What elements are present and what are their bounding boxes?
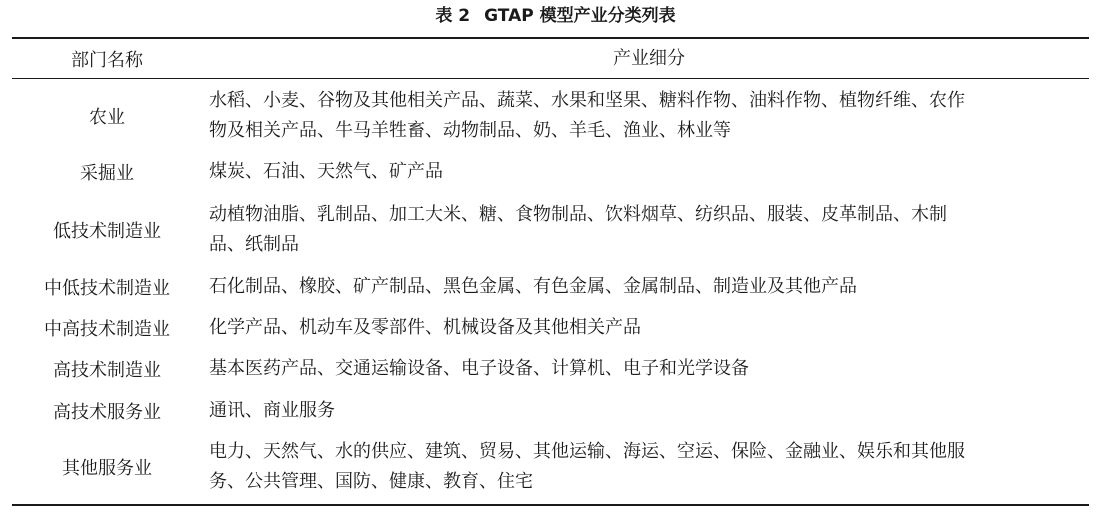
subdivision-text	[209, 313, 1089, 343]
department-name: 农业	[89, 107, 125, 128]
table-row	[0, 86, 1111, 146]
subdivision-line: 物及相关产品、牛马羊牲畜、动物制品、奶、羊毛、渔业、林业等	[209, 120, 731, 141]
department-name: 其他服务业	[62, 458, 152, 479]
header-department: 部门名称	[71, 50, 143, 71]
subdivision-line: 通讯、商业服务	[209, 400, 335, 421]
table-number: 表 2	[435, 6, 471, 26]
subdivision-text	[209, 157, 1089, 187]
table-row	[0, 157, 1111, 187]
subdivision-text	[209, 354, 1089, 384]
table-caption	[0, 4, 1111, 28]
header-row	[0, 43, 1111, 75]
subdivision-text	[209, 272, 1089, 302]
subdivision-line: 务、公共管理、国防、健康、教育、住宅	[209, 471, 533, 492]
header-subdivision: 产业细分	[613, 48, 685, 69]
bottom-rule	[12, 504, 1089, 506]
top-rule	[12, 37, 1089, 39]
department-name: 低技术制造业	[53, 221, 161, 242]
table-row	[0, 354, 1111, 384]
department-name: 采掘业	[80, 163, 134, 184]
table-row	[0, 313, 1111, 343]
department-name: 中低技术制造业	[44, 278, 170, 299]
subdivision-line: 煤炭、石油、天然气、矿产品	[209, 161, 443, 182]
subdivision-line: 电力、天然气、水的供应、建筑、贸易、其他运输、海运、空运、保险、金融业、娱乐和其他服	[209, 441, 965, 462]
table-row	[0, 200, 1111, 260]
department-name: 高技术制造业	[53, 360, 161, 381]
subdivision-line: 品、纸制品	[209, 234, 299, 255]
subdivision-text	[209, 200, 1089, 260]
subdivision-line: 动植物油脂、乳制品、加工大米、糖、食物制品、饮料烟草、纺织品、服装、皮革制品、木制	[209, 204, 947, 225]
table-row	[0, 437, 1111, 497]
table-row	[0, 272, 1111, 302]
subdivision-line: 基本医药产品、交通运输设备、电子设备、计算机、电子和光学设备	[209, 358, 749, 379]
subdivision-text	[209, 86, 1089, 146]
table-row	[0, 396, 1111, 426]
subdivision-line: 化学产品、机动车及零部件、机械设备及其他相关产品	[209, 317, 641, 338]
header-rule	[12, 78, 1089, 79]
table-title: GTAP 模型产业分类列表	[484, 6, 676, 26]
subdivision-line: 石化制品、橡胶、矿产制品、黑色金属、有色金属、金属制品、制造业及其他产品	[209, 276, 857, 297]
department-name: 中高技术制造业	[44, 319, 170, 340]
department-name: 高技术服务业	[53, 402, 161, 423]
subdivision-text	[209, 396, 1089, 426]
subdivision-line: 水稻、小麦、谷物及其他相关产品、蔬菜、水果和坚果、糖料作物、油料作物、植物纤维、农作	[209, 90, 965, 111]
subdivision-text	[209, 437, 1089, 497]
